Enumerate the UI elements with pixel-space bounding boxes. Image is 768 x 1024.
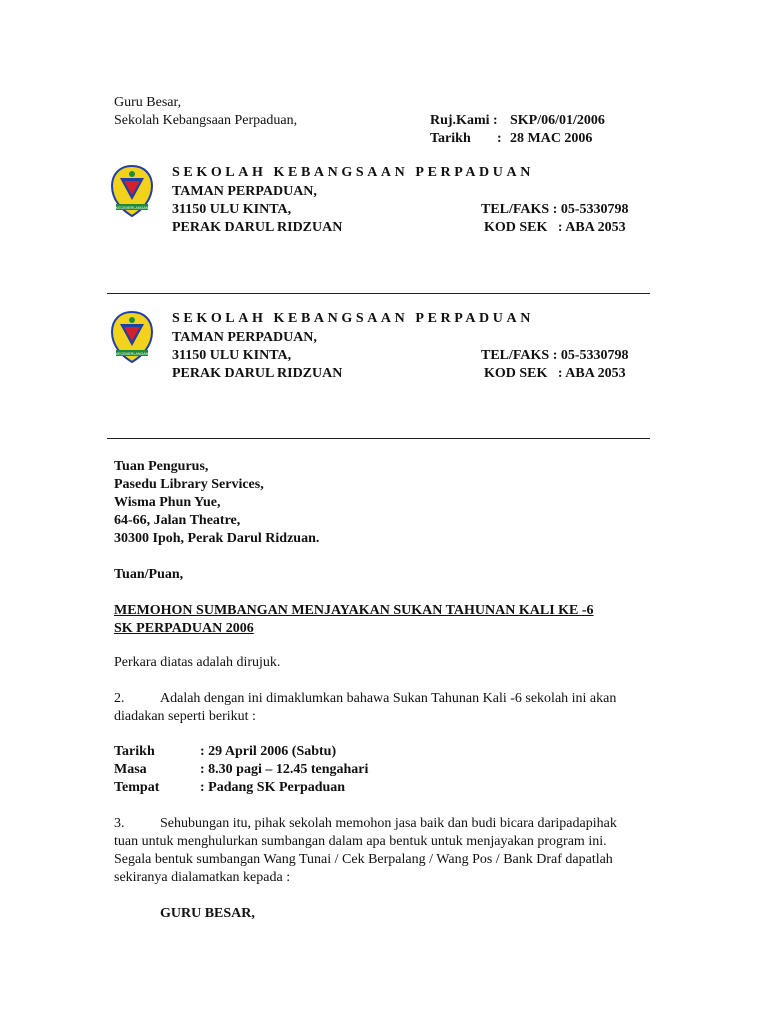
date-label: Tarikh <box>430 131 471 146</box>
school-name: SEKOLAH KEBANGSAAN PERPADUAN <box>172 311 534 326</box>
addressee-line: 64-66, Jalan Theatre, <box>114 513 241 528</box>
date-value: 28 MAC 2006 <box>510 131 593 146</box>
paragraph-3-number: 3. <box>114 816 125 831</box>
paragraph-2-line-2: diadakan seperti berikut : <box>114 709 256 724</box>
detail-value: : 8.30 pagi – 12.45 tengahari <box>200 762 369 777</box>
detail-value: : 29 April 2006 (Sabtu) <box>200 744 337 759</box>
recipient-line-1: Guru Besar, <box>114 95 182 110</box>
kod-sek: KOD SEK : ABA 2053 <box>484 220 626 235</box>
address-line-1: TAMAN PERPADUAN, <box>172 330 317 345</box>
paragraph-3-line-3: Segala bentuk sumbangan Wang Tunai / Cek Berpalang / Wang Pos / Bank Draf dapatlah <box>114 852 613 867</box>
paragraph-3-line-2: tuan untuk menghulurkan sumbangan dalam apa bentuk untuk menjayakan program ini. <box>114 834 607 849</box>
closing-title: GURU BESAR, <box>160 906 255 921</box>
ref-value: SKP/06/01/2006 <box>510 113 605 128</box>
paragraph-3-line-1: Sehubungan itu, pihak sekolah memohon jasa baik dan budi bicara daripadapihak <box>160 816 617 831</box>
date-colon: : <box>497 131 502 146</box>
recipient-line-2: Sekolah Kebangsaan Perpaduan, <box>114 113 298 128</box>
kod-sek: KOD SEK : ABA 2053 <box>484 366 626 381</box>
address-line-2: 31150 ULU KINTA, <box>172 348 292 363</box>
paragraph-3-line-4: sekiranya dialamatkan kepada : <box>114 870 291 885</box>
detail-value: : Padang SK Perpaduan <box>200 780 346 795</box>
subject-line-1: MEMOHON SUMBANGAN MENJAYAKAN SUKAN TAHUNAN KALI KE -6 <box>114 603 594 618</box>
svg-text:KECEMERLANGAN: KECEMERLANGAN <box>115 352 149 356</box>
address-line-1: TAMAN PERPADUAN, <box>172 184 317 199</box>
address-line-2: 31150 ULU KINTA, <box>172 202 292 217</box>
divider-line <box>107 438 650 439</box>
detail-label: Tarikh <box>114 744 155 759</box>
addressee-line: Pasedu Library Services, <box>114 477 264 492</box>
paragraph-2-number: 2. <box>114 691 125 706</box>
addressee-line: 30300 Ipoh, Perak Darul Ridzuan. <box>114 531 320 546</box>
subject-line-2: SK PERPADUAN 2006 <box>114 621 254 636</box>
school-name: SEKOLAH KEBANGSAAN PERPADUAN <box>172 165 534 180</box>
salutation: Tuan/Puan, <box>114 567 184 582</box>
school-crest-logo <box>110 164 154 222</box>
addressee-line: Tuan Pengurus, <box>114 459 209 474</box>
tel-faks: TEL/FAKS : 05-5330798 <box>481 202 629 217</box>
divider-line <box>107 293 650 294</box>
paragraph-2-line-1: Adalah dengan ini dimaklumkan bahawa Sukan Tahunan Kali -6 sekolah ini akan <box>160 691 617 706</box>
svg-text:KECEMERLANGAN: KECEMERLANGAN <box>115 206 149 210</box>
addressee-line: Wisma Phun Yue, <box>114 495 221 510</box>
tel-faks: TEL/FAKS : 05-5330798 <box>481 348 629 363</box>
ref-label: Ruj.Kami : <box>430 113 498 128</box>
school-crest-logo <box>110 310 154 368</box>
paragraph-1: Perkara diatas adalah dirujuk. <box>114 655 281 670</box>
detail-label: Masa <box>114 762 147 777</box>
detail-label: Tempat <box>114 780 160 795</box>
address-line-3: PERAK DARUL RIDZUAN <box>172 220 343 235</box>
address-line-3: PERAK DARUL RIDZUAN <box>172 366 343 381</box>
